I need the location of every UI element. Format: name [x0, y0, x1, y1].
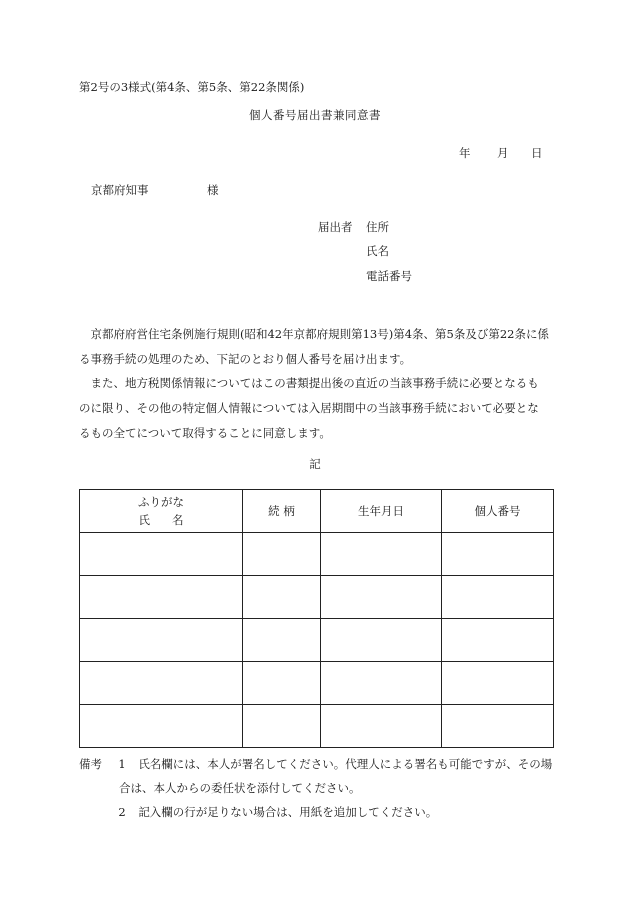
note-1-number: 1	[118, 757, 126, 771]
notes-label: 備考	[79, 757, 102, 771]
my-number-cell[interactable]	[442, 619, 554, 662]
document-title: 個人番号届出書兼同意書	[249, 108, 381, 122]
addressee-suffix: 様	[207, 183, 219, 197]
paragraph-2-line-2: のに限り、その他の特定個人情報については入居期間中の当該事務手続において必要とな	[79, 401, 539, 416]
table-header-row	[80, 490, 554, 533]
paragraph-2-line-1: また、地方税関係情報についてはこの書類提出後の直近の当該事務手続に必要となるも	[90, 376, 539, 391]
birth-date-cell[interactable]	[321, 619, 442, 662]
ki-heading: 記	[309, 457, 321, 471]
header-relation: 続 柄	[243, 490, 321, 533]
date-day-label: 日	[531, 146, 543, 160]
header-birth-date: 生年月日	[321, 490, 442, 533]
birth-date-cell[interactable]	[321, 705, 442, 748]
form-number: 第2号の3様式(第4条、第5条、第22条関係)	[79, 80, 305, 94]
registration-table	[79, 489, 554, 748]
birth-date-cell[interactable]	[321, 576, 442, 619]
relation-cell[interactable]	[243, 576, 321, 619]
applicant-label: 届出者	[318, 220, 353, 234]
name-cell[interactable]	[80, 576, 243, 619]
note-1-continuation	[79, 776, 552, 800]
birth-date-cell[interactable]	[321, 662, 442, 705]
note-item-1	[79, 752, 552, 776]
date-line	[459, 145, 543, 161]
name-cell[interactable]	[80, 533, 243, 576]
name-label: 氏名	[366, 244, 389, 258]
relation-cell[interactable]	[243, 705, 321, 748]
paragraph-1-line-1: 京都府府営住宅条例施行規則(昭和42年京都府規則第13号)第4条、第5条及び第22条に係	[90, 327, 550, 341]
name-cell[interactable]	[80, 662, 243, 705]
name-cell[interactable]	[80, 619, 243, 662]
header-name: 氏名	[138, 513, 206, 527]
note-1-line-1: 氏名欄には、本人が署名してください。代理人による署名も可能ですが、その場	[138, 757, 553, 771]
note-2-number: 2	[118, 805, 126, 819]
note-2-text: 記入欄の行が足りない場合は、用紙を追加してください。	[138, 805, 438, 819]
header-my-number: 個人番号	[442, 490, 554, 533]
note-item-2	[79, 800, 552, 824]
date-month-label: 月	[497, 146, 509, 160]
relation-cell[interactable]	[243, 533, 321, 576]
relation-cell[interactable]	[243, 619, 321, 662]
address-label: 住所	[366, 220, 389, 234]
header-furigana: ふりがな	[138, 495, 184, 509]
table-row	[80, 533, 554, 576]
table-row	[80, 619, 554, 662]
my-number-cell[interactable]	[442, 662, 554, 705]
date-year-label: 年	[459, 146, 471, 160]
addressee-name: 京都府知事	[91, 183, 149, 197]
birth-date-cell[interactable]	[321, 533, 442, 576]
my-number-cell[interactable]	[442, 705, 554, 748]
phone-label: 電話番号	[366, 269, 412, 283]
consent-body	[79, 322, 554, 446]
my-number-cell[interactable]	[442, 576, 554, 619]
relation-cell[interactable]	[243, 662, 321, 705]
table-row	[80, 576, 554, 619]
my-number-cell[interactable]	[442, 533, 554, 576]
note-1-line-2: 合は、本人からの委任状を添付してください。	[119, 781, 361, 795]
paragraph-1-line-2: る事務手続の処理のため、下記のとおり個人番号を届け出ます。	[79, 351, 412, 366]
table-row	[80, 662, 554, 705]
table-row	[80, 705, 554, 748]
header-name-cell	[80, 490, 243, 533]
paragraph-2-line-3: るもの全てについて取得することに同意します。	[79, 425, 331, 440]
name-cell[interactable]	[80, 705, 243, 748]
notes-section	[79, 752, 552, 824]
